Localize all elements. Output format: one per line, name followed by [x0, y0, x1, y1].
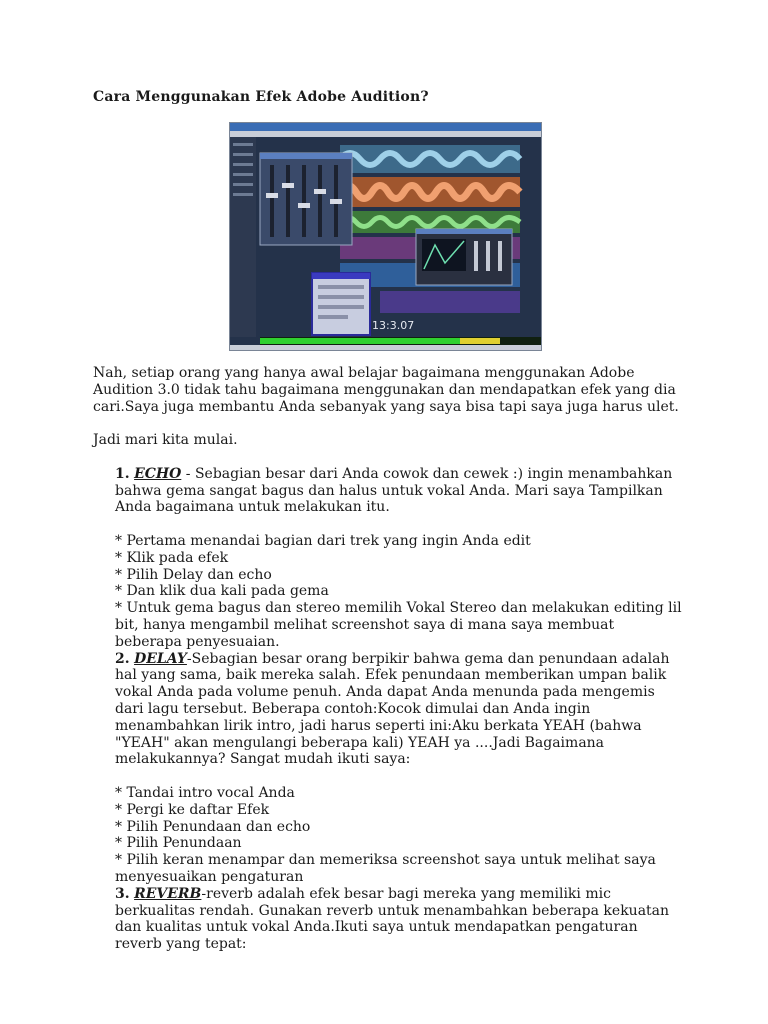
article-body [93, 365, 683, 953]
daw-illustration [230, 123, 541, 350]
section-text: -Sebagian besar orang berpikir bahwa gema dan penundaan adalah hal yang sama, baik mereka salah. Efek penundaan memberikan umpan balik vokal Anda pada volume penuh. Anda dapat Anda menunda pada mengemis dari lagu tersebut. Beberapa contoh:Kocok dimulai dan Anda ingin menambahkan lirik intro, jadi harus seperti ini:Aku berkata YEAH (bahwa "YEAH" akan mengulangi beberapa kali) YEAH ya ....Jadi Bagaimana melakukannya? Sangat mudah ikuti saya: [115, 650, 670, 768]
section-label: ECHO [134, 465, 182, 482]
list-item: * Untuk gema bagus dan stereo memilih Vokal Stereo dan melakukan editing lil bit, hanya mengambil melihat screenshot saya di mana saya membuat beberapa penyesuaian. [115, 600, 682, 650]
intro-paragraph: Nah, setiap orang yang hanya awal belajar bagaimana menggunakan Adobe Audition 3.0 tidak tahu bagaimana menggunakan dan mendapatkan efek yang dia cari.Saya juga membantu Anda sebanyak yang saya bisa tapi saya juga harus ulet. [93, 365, 679, 415]
section-label: REVERB [134, 885, 202, 902]
list-item: * Pilih keran menampar dan memeriksa screenshot saya untuk melihat saya menyesuaikan pengaturan [115, 852, 656, 885]
section-reverb [93, 886, 683, 953]
page-title: Cara Menggunakan Efek Adobe Audition? [93, 89, 429, 105]
list-item: * Klik pada efek [115, 549, 229, 566]
section-text: -reverb adalah efek besar bagi mereka yang memiliki mic berkualitas rendah. Gunakan reverb untuk menambahkan beberapa kekuatan dan kualitas untuk vokal Anda.Ikuti saya untuk mendapatkan pengaturan reverb yang tepat: [115, 885, 670, 953]
list-item: * Pilih Delay dan echo [115, 566, 272, 583]
list-item: * Pertama menandai bagian dari trek yang ingin Anda edit [115, 532, 531, 549]
section-number: 1. [115, 465, 130, 482]
list-item: * Pergi ke daftar Efek [115, 801, 270, 818]
start-line: Jadi mari kita mulai. [93, 432, 238, 449]
section-echo [93, 466, 683, 516]
time-readout: 13:3.07 [372, 319, 415, 332]
list-item: * Dan klik dua kali pada gema [115, 583, 329, 600]
section-label: DELAY [134, 650, 187, 667]
section-delay [93, 651, 683, 769]
section-number: 3. [115, 885, 130, 902]
list-item: * Tandai intro vocal Anda [115, 784, 295, 801]
adobe-audition-screenshot [229, 122, 542, 351]
section-number: 2. [115, 650, 130, 667]
list-item: * Pilih Penundaan dan echo [115, 818, 311, 835]
section-text: - Sebagian besar dari Anda cowok dan cewek :) ingin menambahkan bahwa gema sangat bagus dan halus untuk vokal Anda. Mari saya Tampilkan Anda bagaimana untuk melakukan itu. [115, 465, 673, 516]
list-item: * Pilih Penundaan [115, 835, 242, 852]
